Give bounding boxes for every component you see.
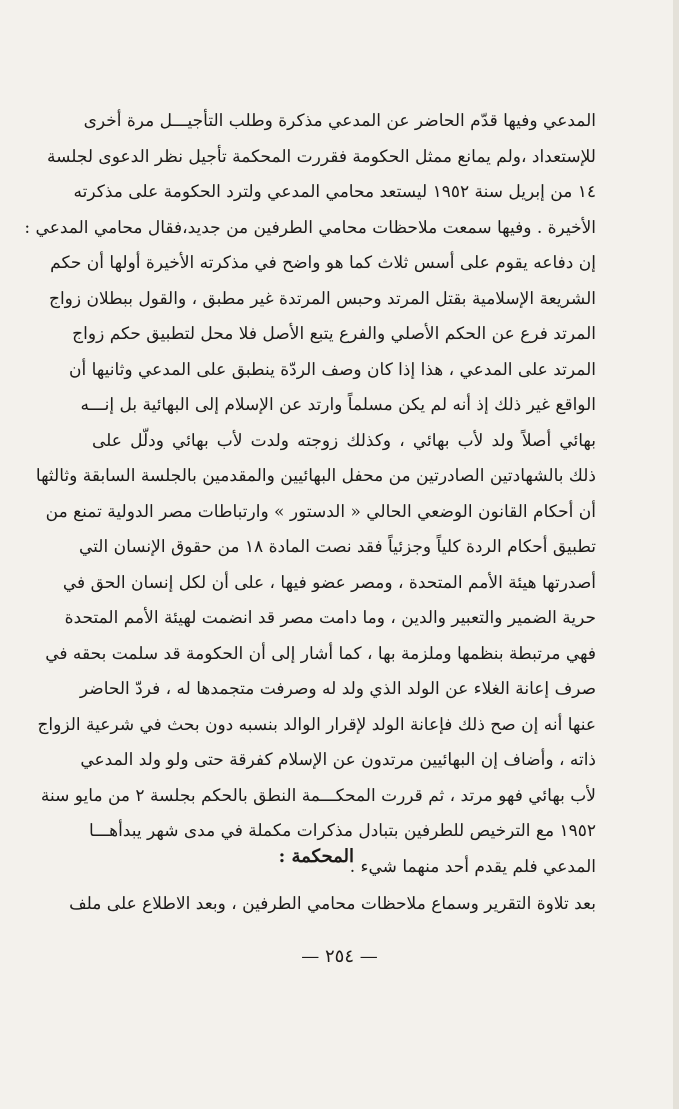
body-line-4: الأخيرة . وفيها سمعت ملاحظات محامي الطرفين من جديد،فقال محامي المدعي :	[24, 217, 596, 238]
body-line-8: المرتد على المدعي ، هذا إذا كان وصف الردّة ينطبق على المدعي وثانيها أن	[68, 359, 596, 380]
body-line-5: إن دفاعه يقوم على أسس ثلاث كما هو واضح في مذكرته الأخيرة أولها أن حكم	[50, 253, 596, 273]
body-line-22: المدعي فلم يقدم أحد منهما شيء .	[349, 856, 596, 877]
body-line-1: المدعي وفيها قدّم الحاضر عن المدعي مذكرة وطلب التأجيـــل مرة أخرى	[83, 111, 596, 131]
page-number: — ٢٥٤ —	[301, 946, 378, 967]
section-heading: المحكمة :	[278, 846, 354, 867]
body-line-10: بهائي أصلاً ولد لأب بهائي ، وكذلك زوجته ولدت لأب بهائي ودلّل على	[92, 430, 596, 451]
body-line-21: ١٩٥٢ مع الترخيص للطرفين بتبادل مذكرات مكملة في مدى شهر يبدأهـــا	[88, 821, 596, 841]
body-line-6: الشريعة الإسلامية بقتل المرتد وحبس المرتدة غير مطبق ، والقول ببطلان زواج	[48, 288, 596, 309]
body-line-11: ذلك بالشهادتين الصادرتين من محفل البهائيين والمقدمين بالجلسة السابقة وثالثها	[35, 466, 596, 486]
body-line-12: أن أحكام القانون الوضعي الحالي « الدستور » وارتباطات مصر الدولية تمنع من	[45, 501, 596, 522]
body-line-9: الواقع غير ذلك إذ أنه لم يكن مسلماً وارتد عن الإسلام إلى البهائية بل إنـــه	[80, 395, 596, 415]
body-line-14: أصدرتها هيئة الأمم المتحدة ، ومصر عضو فيها ، على أن لكل إنسان الحق في	[62, 572, 596, 593]
section-first-line: بعد تلاوة التقرير وسماع ملاحظات محامي الطرفين ، وبعد الاطلاع على ملف	[69, 894, 596, 914]
body-line-7: المرتد فرع عن الحكم الأصلي والفرع يتبع الأصل فلا محل لتطبيق حكم زواج	[72, 324, 596, 344]
body-line-3: ١٤ من إبريل سنة ١٩٥٢ ليستعد محامي المدعي ولترد الحكومة على مذكرته	[73, 182, 596, 202]
body-line-13: تطبيق أحكام الردة كلياً وجزئياً فقد نصت المادة ١٨ من حقوق الإنسان التي	[78, 537, 596, 557]
body-line-15: حرية الضمير والتعبير والدين ، وما دامت مصر قد انضمت لهيئة الأمم المتحدة	[64, 608, 596, 628]
body-line-17: صرف إعانة الغلاء عن الولد الذي ولد له وصرفت متجمدها له ، فردّ الحاضر	[79, 679, 596, 699]
body-line-16: فهي مرتبطة بنظمها وملزمة بها ، كما أشار إلى أن الحكومة قد سلمت بحقه في	[45, 643, 596, 664]
body-line-2: للإستعداد ،ولم يمانع ممثل الحكومة فقررت المحكمة تأجيل نظر الدعوى لجلسة	[46, 146, 596, 167]
body-line-20: لأب بهائي فهو مرتد ، ثم قررت المحكـــمة النطق بالحكم بجلسة ٢ من مايو سنة	[40, 785, 596, 806]
body-line-18: عنها أنه إن صح ذلك فإعانة الولد لإقرار الوالد بنسبه دون بحث في شرعية الزواج	[37, 714, 596, 735]
body-line-19: ذاته ، وأضاف إن البهائيين مرتدون عن الإسلام كفرقة حتى ولو ولد المدعي	[80, 750, 596, 770]
body-paragraph	[24, 104, 596, 885]
